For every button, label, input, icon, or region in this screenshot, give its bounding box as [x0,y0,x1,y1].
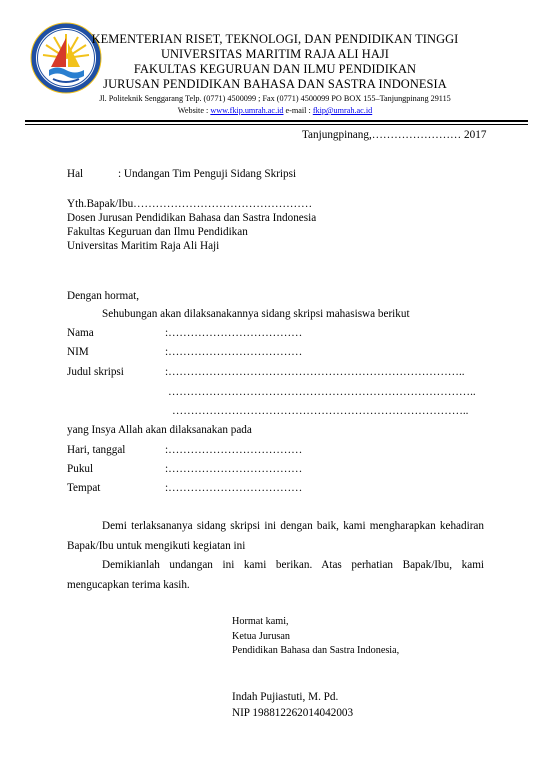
signer-title: Ketua Jurusan [232,631,290,642]
subject-label: Hal [67,168,84,180]
field-value-title: :…………………………………………………………………….. [165,366,465,378]
header-divider-thin [25,124,528,125]
closing-salutation: Hormat kami, [232,616,289,627]
ministry-name: KEMENTERIAN RISET, TEKNOLOGI, DAN PENDIDIKAN TINGGI [91,32,459,46]
field-value-time: :……………………………… [165,463,303,475]
website-link[interactable]: www.fkip.umrah.ac.id [210,106,284,115]
closing-paragraph-2-cont: mengucapkan terima kasih. [67,579,190,591]
intro-text: Sehubungan akan dilaksanakannya sidang skripsi mahasiswa berikut [102,308,410,320]
field-value-place: :……………………………… [165,482,303,494]
email-link[interactable]: fkip@umrah.ac.id [312,106,373,115]
website-label: Website : [177,106,211,115]
subject-text: : Undangan Tim Penguji Sidang Skripsi [118,168,297,180]
recipient-line: Fakultas Keguruan dan Ilmu Pendidikan [67,226,248,238]
header-divider-thick [25,120,528,122]
email-label: e-mail : [283,106,313,115]
department-name: JURUSAN PENDIDIKAN BAHASA DAN SASTRA INDONESIA [103,77,447,91]
title-continuation: …………………………………………………………………….. [172,405,469,417]
field-label-title: Judul skripsi [67,366,124,378]
field-value-name: :……………………………… [165,327,303,339]
title-continuation: ……………………………………………………………………….. [168,386,476,398]
recipient-line: Yth.Bapak/Ibu………………………………………… [67,198,313,210]
university-name: UNIVERSITAS MARITIM RAJA ALI HAJI [160,47,390,61]
field-label-name: Nama [67,327,94,339]
closing-paragraph-1: Demi terlaksananya sidang skripsi ini dengan baik, kami mengharapkan kehadiran [102,520,484,532]
address: Jl. Politeknik Senggarang Telp. (0771) 4500099 ; Fax (0771) 4500099 PO BOX 155–Tanjungpinang 29115 [99,94,451,103]
contact-line [60,106,490,115]
closing-paragraph-2: Demikianlah undangan ini kami berikan. Atas perhatian Bapak/Ibu, kami [102,559,484,571]
field-label-time: Pukul [67,463,94,475]
faculty-name: FAKULTAS KEGURUAN DAN ILMU PENDIDIKAN [133,62,417,76]
signer-nip: NIP 198812262014042003 [232,707,354,719]
field-value-day: :……………………………… [165,444,303,456]
closing-paragraph-1-cont: Bapak/Ibu untuk mengikuti kegiatan ini [67,540,246,552]
field-label-nim: NIM [67,346,89,358]
field-label-place: Tempat [67,482,101,494]
field-label-day: Hari, tanggal [67,444,126,456]
signer-department: Pendidikan Bahasa dan Sastra Indonesia, [232,645,400,656]
schedule-intro: yang Insya Allah akan dilaksanakan pada [67,424,252,436]
recipient-line: Dosen Jurusan Pendidikan Bahasa dan Sastra Indonesia [67,212,317,224]
signer-name: Indah Pujiastuti, M. Pd. [232,691,339,703]
greeting: Dengan hormat, [67,290,140,302]
recipient-line: Universitas Maritim Raja Ali Haji [67,240,220,252]
place-date: Tanjungpinang,…………………… 2017 [302,129,487,141]
field-value-nim: :……………………………… [165,346,303,358]
